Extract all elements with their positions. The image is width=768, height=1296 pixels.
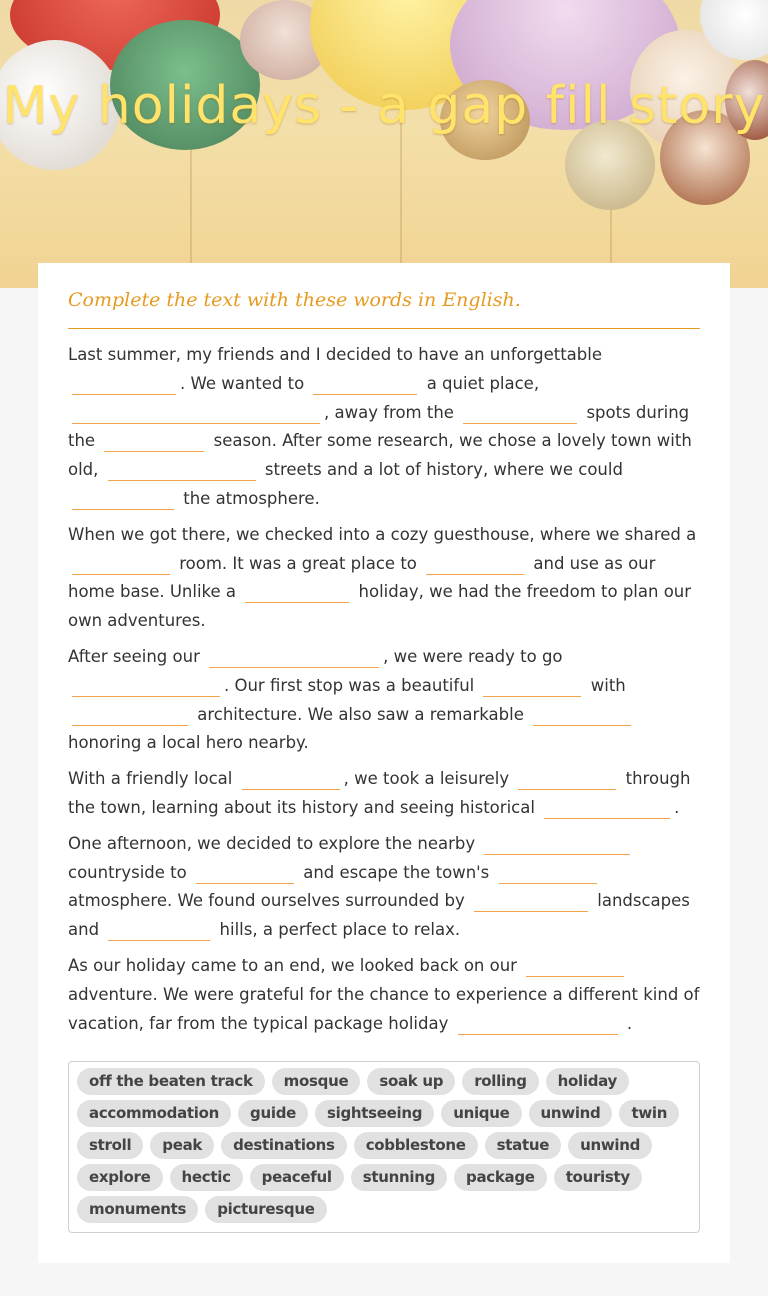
story-text-segment: hills, a perfect place to relax. [219, 920, 461, 940]
story-paragraph-1 [68, 341, 702, 514]
story-text-segment: , away from the [324, 402, 454, 422]
gap-input[interactable] [474, 892, 588, 912]
story-text-segment: the atmosphere. [183, 488, 320, 508]
story-text-segment: and escape the town's [303, 862, 490, 882]
word-chip[interactable]: guide [238, 1100, 308, 1127]
word-chip[interactable]: twin [619, 1100, 679, 1127]
story-text-segment: honoring a local hero nearby. [68, 733, 309, 753]
word-chip[interactable]: mosque [272, 1068, 361, 1095]
word-chip[interactable]: sightseeing [315, 1100, 434, 1127]
gap-input[interactable] [72, 677, 220, 697]
gap-input[interactable] [108, 461, 256, 481]
word-chip[interactable]: peak [150, 1132, 214, 1159]
gap-input[interactable] [518, 770, 616, 790]
gap-input[interactable] [526, 957, 624, 977]
story-text-segment: . [674, 797, 680, 817]
word-chip[interactable]: unique [441, 1100, 521, 1127]
word-chip[interactable]: explore [77, 1164, 163, 1191]
story-text-segment: Last summer, my friends and I decided to have an unforgettable [68, 345, 602, 364]
story-text-segment: through the town, learning about its history and seeing historical [68, 769, 691, 817]
gap-input[interactable] [313, 375, 417, 395]
story-text-segment: , we took a leisurely [343, 769, 510, 789]
story-text-segment: When we got there, we checked into a cozy guesthouse, where we shared a [68, 524, 697, 544]
gap-input[interactable] [72, 490, 174, 510]
word-chip[interactable]: holiday [546, 1068, 629, 1095]
gap-input[interactable] [499, 864, 597, 884]
story-text-segment: holiday, we had the freedom to plan our own adventures. [68, 582, 692, 631]
story-text-segment: season. After some research, we chose a lovely town with old, [68, 431, 692, 480]
word-chip[interactable]: picturesque [205, 1196, 326, 1223]
word-chip[interactable]: stunning [351, 1164, 447, 1191]
story-text-segment: room. It was a great place to [179, 553, 417, 573]
gap-input[interactable] [245, 583, 349, 603]
worksheet-card [38, 263, 730, 1263]
story-text-segment: architecture. We also saw a remarkable [197, 704, 524, 724]
word-chip[interactable]: peaceful [250, 1164, 344, 1191]
story-text-segment: spots during the [68, 402, 690, 451]
word-chip[interactable]: package [454, 1164, 547, 1191]
story-text-segment: . We wanted to [180, 373, 305, 393]
gap-input[interactable] [72, 375, 176, 395]
gap-input[interactable] [426, 555, 524, 575]
gap-input[interactable] [196, 864, 294, 884]
story-text-segment: With a friendly local [68, 769, 233, 789]
gap-input[interactable] [483, 677, 581, 697]
gap-input[interactable] [108, 921, 210, 941]
story-text-segment: a quiet place, [426, 373, 540, 393]
gap-input[interactable] [209, 648, 379, 668]
gap-input[interactable] [463, 404, 577, 424]
gap-input[interactable] [104, 432, 204, 452]
gap-input[interactable] [484, 835, 630, 855]
story-text-segment: One afternoon, we decided to explore the nearby [68, 833, 476, 853]
page-title: My holidays - a gap fill story [2, 76, 766, 136]
story-text-segment: After seeing our [68, 646, 200, 666]
story-text-segment: countryside to [68, 862, 187, 882]
word-chip[interactable]: hectic [170, 1164, 243, 1191]
story-paragraph-3 [68, 643, 702, 758]
word-chip[interactable]: off the beaten track [77, 1068, 265, 1095]
story-paragraph-2 [68, 521, 702, 636]
gap-input[interactable] [458, 1015, 618, 1035]
gap-input[interactable] [544, 799, 670, 819]
story-text-segment: . Our first stop was a beautiful [224, 675, 475, 695]
story-paragraph-5 [68, 830, 702, 945]
header-banner [0, 0, 768, 288]
story-text-segment: atmosphere. We found ourselves surrounded by [68, 891, 465, 911]
word-chip[interactable]: unwind [568, 1132, 652, 1159]
word-chip[interactable]: accommodation [77, 1100, 231, 1127]
story-text-segment: adventure. We were grateful for the chance to experience a different kind of vacation, far from the typical package holiday [68, 984, 700, 1033]
story-paragraph-6 [68, 952, 702, 1038]
gap-input[interactable] [242, 770, 340, 790]
word-chip[interactable]: cobblestone [354, 1132, 478, 1159]
story-text-segment: . [626, 1013, 633, 1033]
story-text-segment: with [590, 675, 626, 695]
gap-input[interactable] [72, 706, 188, 726]
story-text-segment: landscapes and [68, 891, 690, 940]
story-text [68, 341, 702, 1045]
story-paragraph-4 [68, 765, 702, 823]
word-chip[interactable]: destinations [221, 1132, 347, 1159]
word-chip[interactable]: stroll [77, 1132, 143, 1159]
gap-input[interactable] [533, 706, 631, 726]
word-chip[interactable]: touristy [554, 1164, 642, 1191]
word-chip[interactable]: statue [485, 1132, 561, 1159]
instructions: Complete the text with these words in English. [68, 289, 700, 329]
word-chip[interactable]: unwind [529, 1100, 613, 1127]
word-bank-chips [77, 1068, 691, 1223]
story-text-segment: and use as our home base. Unlike a [68, 553, 656, 602]
story-text-segment: streets and a lot of history, where we could [264, 460, 623, 480]
story-text-segment: , we were ready to go [383, 646, 563, 666]
word-chip[interactable]: rolling [462, 1068, 538, 1095]
gap-input[interactable] [72, 404, 320, 424]
story-text-segment: As our holiday came to an end, we looked back on our [68, 955, 517, 975]
word-chip[interactable]: monuments [77, 1196, 198, 1223]
word-bank [68, 1061, 700, 1233]
gap-input[interactable] [72, 555, 170, 575]
word-chip[interactable]: soak up [367, 1068, 455, 1095]
